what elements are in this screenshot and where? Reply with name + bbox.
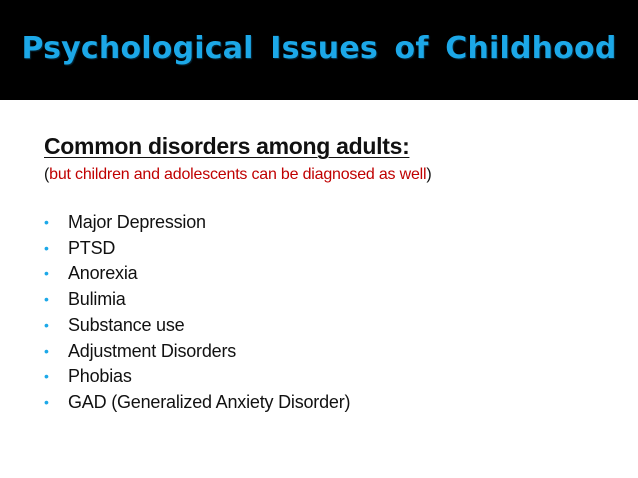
bullet-icon: • [44, 368, 49, 385]
note-close-paren: ) [426, 166, 432, 183]
list-item-label: GAD (Generalized Anxiety Disorder) [68, 391, 351, 412]
list-item [44, 210, 624, 236]
list-item-label: Adjustment Disorders [68, 340, 237, 361]
bullet-icon: • [44, 239, 49, 256]
list-item-label: Phobias [68, 366, 132, 387]
bullet-icon: • [44, 291, 49, 308]
bullet-icon: • [44, 316, 49, 333]
list-item-label: PTSD [68, 237, 116, 258]
list-item-label: Bulimia [68, 289, 126, 310]
list-item-label: Anorexia [68, 263, 138, 284]
section-heading: Common disorders among adults: [44, 133, 410, 159]
section-note [44, 164, 624, 186]
list-item [44, 261, 624, 287]
title-bar [0, 0, 638, 100]
note-open-paren: ( [44, 166, 50, 183]
slide-content [44, 130, 624, 416]
note-text: but children and adolescents can be diagnosed as well [49, 166, 427, 183]
list-item [44, 236, 624, 262]
list-item-label: Substance use [68, 314, 185, 335]
bullet-icon: • [44, 393, 49, 410]
bullet-icon: • [44, 214, 49, 230]
slide-title: Psychological Issues of Childhood [21, 31, 617, 66]
list-item-label: Major Depression [68, 212, 206, 232]
list-item [44, 339, 624, 365]
disorder-list [44, 210, 624, 416]
list-item [44, 390, 624, 416]
list-item [44, 287, 624, 313]
bullet-icon: • [44, 265, 49, 282]
bullet-icon: • [44, 342, 49, 359]
list-item [44, 364, 624, 390]
list-item [44, 313, 624, 339]
